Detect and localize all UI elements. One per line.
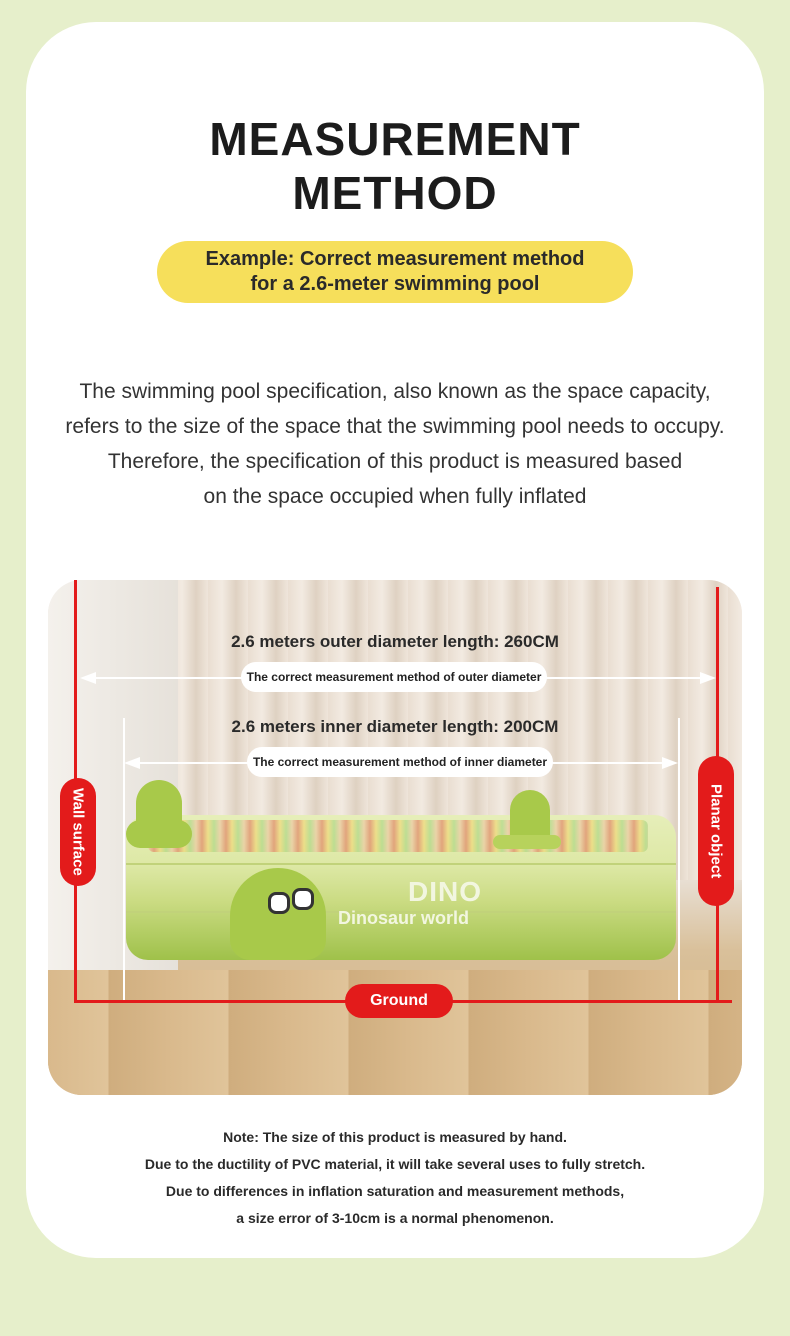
title-line-2: METHOD <box>292 167 498 219</box>
planar-object-label <box>698 756 734 906</box>
title-line-1: MEASUREMENT <box>209 113 581 165</box>
wall-surface-label <box>60 778 96 886</box>
inner-right-marker <box>678 718 680 1000</box>
example-line-1: Example: Correct measurement method <box>205 248 585 270</box>
description-line-1: The swimming pool specification, also known as the space capacity, <box>79 380 711 403</box>
arrow-left-icon <box>80 672 96 684</box>
dino-eye <box>268 892 290 914</box>
pool-balls <box>148 820 648 852</box>
sprinkler-base <box>493 835 561 849</box>
arrow-right-icon <box>700 672 716 684</box>
note-line-4: a size error of 3-10cm is a normal phenomenon. <box>236 1210 554 1226</box>
dino-small-figure <box>136 780 182 840</box>
outer-dimension-text: 2.6 meters outer diameter length: 260CM <box>231 632 559 651</box>
page-title <box>0 112 790 220</box>
example-pill <box>157 241 633 303</box>
inner-method-label: The correct measurement method of inner diameter <box>247 747 553 777</box>
inner-dimension-text: 2.6 meters inner diameter length: 200CM <box>231 717 559 736</box>
description-line-3: Therefore, the specification of this product is measured based <box>107 450 683 473</box>
arrow-right-icon <box>662 757 678 769</box>
description-line-2: refers to the size of the space that the swimming pool needs to occupy. <box>65 415 725 438</box>
wall-surface-text: Wall surface <box>69 788 87 876</box>
description <box>0 374 790 514</box>
planar-object-text: Planar object <box>707 783 725 879</box>
ground-text: Ground <box>370 992 428 1009</box>
pool-brand-text: DINO <box>408 876 482 907</box>
pool-subtitle-text: Dinosaur world <box>338 908 470 928</box>
pool-ring-divider <box>126 863 676 865</box>
note-line-2: Due to the ductility of PVC material, it will take several uses to fully stretch. <box>144 1156 646 1172</box>
example-line-2: for a 2.6-meter swimming pool <box>250 273 540 295</box>
outer-method-label: The correct measurement method of outer diameter <box>241 662 547 692</box>
dino-mascot-print <box>230 868 326 960</box>
note <box>0 1124 790 1232</box>
description-line-4: on the space occupied when fully inflated <box>203 485 587 508</box>
arrow-left-icon <box>124 757 140 769</box>
ground-label <box>345 984 453 1018</box>
note-line-3: Due to differences in inflation saturation and measurement methods, <box>165 1183 625 1199</box>
dino-eye <box>292 888 314 910</box>
note-line-1: Note: The size of this product is measured by hand. <box>223 1129 567 1145</box>
